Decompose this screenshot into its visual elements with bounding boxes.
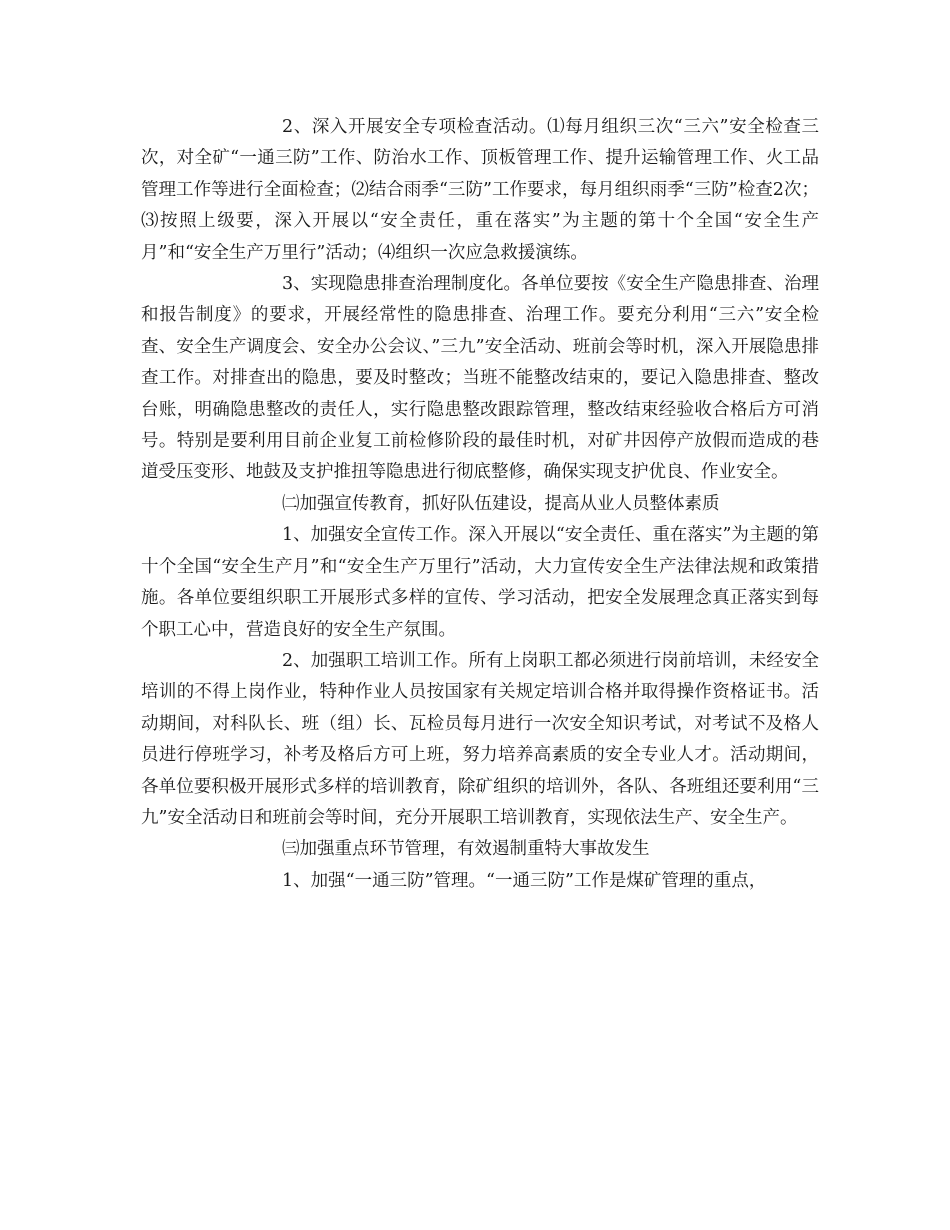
paragraph-safety-publicity: 1、加强安全宣传工作。深入开展以“安全责任、重在落实”为主题的第十个全国“安全生产月”和“安全生产万里行”活动，大力宣传安全生产法律法规和政策措施。各单位要组织职工开展形式多样的宣传、学习活动，把安全发展理念真正落实到每个职工心中，营造良好的安全生产氛围。	[141, 525, 819, 640]
paragraph-hazard-investigation: 3、实现隐患排查治理制度化。各单位要按《安全生产隐患排查、治理和报告制度》的要求，开展经常性的隐患排查、治理工作。要充分利用“三六”安全检查、安全生产调度会、安全办公会议、”三九”安全活动、班前会等时机，深入开展隐患排查工作。对排查出的隐患，要及时整改；当班不能整改结束的，要记入隐患排查、整改台账，明确隐患整改的责任人，实行隐患整改跟踪管理，整改结束经验收合格后方可消号。特别是要利用目前企业复工前检修阶段的最佳时机，对矿井因停产放假而造成的巷道受压变形、地鼓及支护推扭等隐患进行彻底整修，确保实现支护优良、作业安全。	[141, 274, 819, 483]
paragraph-special-inspection: 2、深入开展安全专项检查活动。⑴每月组织三次“三六”安全检查三次，对全矿“一通三防”工作、防治水工作、顶板管理工作、提升运输管理工作、火工品管理工作等进行全面检查；⑵结合雨季“三防”工作要求，每月组织雨季“三防”检查2次；⑶按照上级要，深入开展以“安全责任，重在落实”为主题的第十个全国“安全生产月”和“安全生产万里行”活动；⑷组织一次应急救援演练。	[141, 117, 819, 263]
paragraph-ventilation-management: 1、加强“一通三防”管理。“一通三防”工作是煤矿管理的重点，	[282, 870, 767, 891]
section-heading-key-links: ㈢加强重点环节管理，有效遏制重特大事故发生	[282, 839, 650, 860]
section-heading-publicity-education: ㈡加强宣传教育，抓好队伍建设，提高从业人员整体素质	[282, 493, 720, 514]
paragraph-staff-training: 2、加强职工培训工作。所有上岗职工都必须进行岗前培训，未经安全培训的不得上岗作业，特种作业人员按国家有关规定培训合格并取得操作资格证书。活动期间，对科队长、班（组）长、瓦检员每月进行一次安全知识考试，对考试不及格人员进行停班学习，补考及格后方可上班，努力培养高素质的安全专业人才。活动期间，各单位要积极开展形式多样的培训教育，除矿组织的培训外，各队、各班组还要利用“三九”安全活动日和班前会等时间，充分开展职工培训教育，实现依法生产、安全生产。	[141, 650, 819, 828]
document-body	[141, 112, 819, 897]
